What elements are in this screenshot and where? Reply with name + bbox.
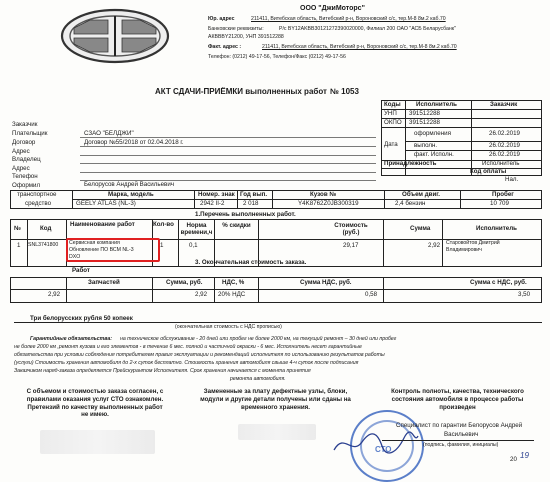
- final-total-value: 3,50: [518, 291, 531, 298]
- works-qty-header: Кол-во: [153, 221, 174, 228]
- works-code-header: Код: [40, 225, 52, 232]
- date-issued: 26.02.2019: [489, 130, 520, 137]
- vat-sum-header: Сумма НДС, руб.: [300, 279, 352, 286]
- signature-line: [382, 440, 534, 441]
- executor-header: Исполнитель: [416, 101, 457, 108]
- final-works-header: Работ: [72, 267, 90, 274]
- works-executor-header: Исполнитель: [476, 225, 517, 232]
- row-sum: 2,92: [428, 242, 441, 249]
- redacted-signature: [40, 430, 155, 454]
- warranty-line-6: ремонта автомобиля.: [230, 376, 286, 382]
- works-section-title: 1.Перечень выполненных работ.: [195, 211, 296, 218]
- quality-control-line-3: произведен: [439, 403, 476, 411]
- row-code: SNL3741800: [28, 242, 59, 248]
- customer-agreement-line-3: Претензий по качеству выполненных работ: [27, 403, 163, 411]
- works-cost-header: Стоимость (руб.): [334, 222, 368, 237]
- payer-value: СЗАО "БЕЛДЖИ": [84, 130, 134, 137]
- warranty-line-4: (услуги) Стоимость хранения автомобиля до 2-х суток бесплатно. Стоимость хранения автомобиля свыше 4-ч суток после подписания: [14, 360, 359, 366]
- signer-line-2: Васильевич: [444, 431, 479, 438]
- signature-caption: (подпись, фамилия, инициалы): [423, 442, 499, 448]
- payer-label: Плательщик: [12, 130, 48, 137]
- address-label: Адрес: [12, 148, 30, 155]
- bank-details-line-1: Р/с BY12AKBB30121272390020000, Филиал 200 ОАО "АСБ Беларусбанк": [279, 26, 456, 32]
- warranty-line-5: Заказчиком наряд-заказа определяется Прейскурантом Исполнителя. Срок хранения начинается с момента принятия: [14, 368, 311, 374]
- row-executor-2: Владимирович: [446, 247, 482, 253]
- belonging-label: Принадлежность: [384, 160, 437, 167]
- total-header: Сумма с НДС, руб.: [470, 279, 527, 286]
- fact-address: 211411, Витебская область, Витебский р-н, Вороновский с/с, тер.М-8 8м.2 каб.70: [262, 44, 457, 50]
- handwritten-signature: [330, 428, 420, 458]
- quality-control-note: [370, 388, 545, 411]
- owner-underline: [80, 163, 376, 164]
- payment-code: Нал.: [505, 176, 519, 183]
- warranty-line-3: обязательства при условии соблюдения потребителем правил эксплуатации и рекомендаций исполнителя по использованию результатов работы: [14, 352, 385, 358]
- contract-value: Договор №55/2018 от 02.04.2018 г.: [84, 139, 184, 146]
- customer-agreement-line-4: не имею.: [81, 411, 109, 419]
- owner-label: Владелец: [12, 156, 41, 163]
- final-vat-sum-value: 0,58: [365, 291, 378, 298]
- legal-address: 211411, Витебская область, Витебский р-н, Вороновский с/с, тер.М-8 8м.2 каб.70: [251, 16, 446, 22]
- handwritten-year: 19: [520, 451, 529, 460]
- okpo-label: ОКПО: [384, 119, 402, 126]
- customer-header: Заказчик: [490, 101, 518, 108]
- row-name-3: DXO: [69, 254, 81, 260]
- address-2-underline: [80, 172, 376, 173]
- date-fact: 26.02.2019: [489, 151, 520, 158]
- unp-value: 391512288: [409, 110, 440, 117]
- model-header: Марка, модель: [108, 191, 154, 198]
- unp-label: УНП: [384, 110, 397, 117]
- total-in-words-caption: (окончательная стоимость с НДС прописью): [175, 324, 282, 330]
- customer-agreement-line-2: правилами оказания услуг СТО ознакомлен.: [26, 395, 164, 403]
- belonging-value: Исполнитель: [482, 160, 520, 167]
- company-logo: [60, 8, 170, 64]
- address-2-label: Адрес: [12, 165, 30, 172]
- warranty-label: Гарантийные обязательства:: [30, 336, 112, 342]
- stamp-text: СТО: [375, 445, 392, 454]
- row-name-1: Сервисная компания: [69, 240, 120, 246]
- bank-details-label: Банковские реквизиты:: [208, 26, 264, 32]
- phone-label: Телефон: [12, 173, 38, 180]
- legal-address-label: Юр. адрес: [208, 16, 235, 22]
- vehicle-vin: Y4K8762Z0JB300319: [298, 200, 359, 207]
- vehicle-model: GEELY ATLAS (NL-3): [76, 200, 136, 207]
- sum-rub-header: Сумма, руб.: [166, 279, 203, 286]
- vehicle-engine: 2,4 бензин: [395, 200, 426, 207]
- document-title: АКТ СДАЧИ-ПРИЁМКИ выполненных работ: [155, 87, 327, 96]
- vehicle-reg-number: 2942 II-2: [200, 200, 225, 207]
- quality-control-line-1: Контроль полноты, качества, технического: [391, 388, 524, 395]
- okpo-value: 391512288: [409, 119, 440, 126]
- vehicle-year: 2 018: [243, 200, 259, 207]
- engine-header: Объем двиг.: [402, 191, 440, 198]
- works-sum-header: Сумма: [410, 225, 431, 232]
- vat-header: НДС, %: [222, 279, 245, 286]
- final-vat-value: 20% НДС: [218, 291, 246, 298]
- signer-line-1: Специалист по гарантии Белорусов Андрей: [396, 422, 523, 429]
- parts-header: Запчастей: [88, 279, 120, 286]
- contract-underline: [80, 146, 376, 147]
- total-in-words-underline: [14, 322, 542, 323]
- company-name: ООО "ДжиМоторс": [300, 5, 365, 12]
- year-header: Год вып.: [240, 191, 268, 198]
- customer-label: Заказчик: [12, 121, 38, 128]
- redacted-field: [238, 424, 316, 440]
- row-name-2: Обновление ПО ВСМ NL-3: [69, 247, 134, 253]
- warranty-line-1: на техническое обслуживание - 20 дней или пробег не более 2000 км, на текущий ремонт – 30 дней или пробег: [120, 336, 397, 342]
- vin-header: Кузов №: [310, 191, 337, 198]
- fact-address-label: Факт. адрес :: [208, 44, 242, 50]
- year-suffix: 20: [510, 456, 517, 463]
- issuer-value: Белорусов Андрей Васильевич: [84, 181, 174, 188]
- works-no-header: №: [14, 225, 21, 232]
- customer-agreement: [10, 388, 180, 419]
- replaced-parts-line-2: модули и другие детали получены или сданы на: [200, 395, 351, 403]
- codes-header: Коды: [384, 101, 401, 108]
- final-works-value: 2,92: [48, 291, 61, 298]
- customer-agreement-line-1: С объемом и стоимостью заказа согласен, с: [26, 388, 164, 395]
- row-qty: 1: [160, 242, 164, 249]
- replaced-parts-line-1: Замененные за плату дефектные узлы, блоки,: [203, 388, 348, 395]
- final-sum-value: 2,92: [195, 291, 208, 298]
- payer-underline: [80, 137, 376, 138]
- row-executor-1: Старовойтов Дмитрий: [446, 240, 500, 246]
- address-underline: [80, 155, 376, 156]
- means-label: средство: [25, 200, 52, 207]
- bank-details-line-2: АКВВВY21200, УНП 391512288: [208, 34, 284, 40]
- reg-number-header: Номер. знак: [198, 191, 235, 198]
- payment-code-label: Код оплаты: [470, 168, 507, 175]
- total-in-words: Три белорусских рубля 50 копеек: [30, 315, 133, 322]
- works-discount-header: % скидки: [222, 222, 251, 229]
- quality-control-line-2: состояния автомобиля в процессе работы: [391, 395, 524, 403]
- contract-label: Договор: [12, 139, 36, 146]
- date-fact-label: факт. Исполн.: [414, 151, 454, 158]
- mileage-header: Пробег: [492, 191, 514, 198]
- works-name-header: Наименование работ: [70, 221, 135, 228]
- works-norm-header: Норма времени,ч: [180, 222, 213, 237]
- date-done: 26.02.2019: [489, 142, 520, 149]
- date-done-label: выполн.: [414, 142, 438, 149]
- replaced-parts-line-3: временного хранения.: [241, 403, 310, 411]
- date-issued-label: оформления: [414, 130, 451, 137]
- vehicle-mileage: 10 709: [490, 200, 509, 207]
- warranty-line-2: не более 2000 км ,ремонт кузова и его элементов - в течение 6 мес. полной и частичной окраски - 6 мес. Исполнитель несет гарантийные: [14, 344, 362, 350]
- row-no: 1: [17, 242, 21, 249]
- issuer-label: Оформил: [12, 182, 41, 189]
- replaced-parts-note: [188, 388, 363, 411]
- transport-label: транспортное: [17, 191, 57, 198]
- row-norm: 0,1: [189, 242, 198, 249]
- act-number: № 1053: [330, 87, 359, 96]
- highlight-box: [66, 238, 160, 262]
- date-label: Дата: [384, 141, 398, 148]
- row-cost: 29,17: [343, 242, 359, 249]
- company-phone: Телефон: (0212) 49-17-56, Телефон/Факс (0212) 49-17-56: [208, 54, 346, 60]
- final-section-title: 3. Окончательная стоимость заказа.: [195, 259, 307, 266]
